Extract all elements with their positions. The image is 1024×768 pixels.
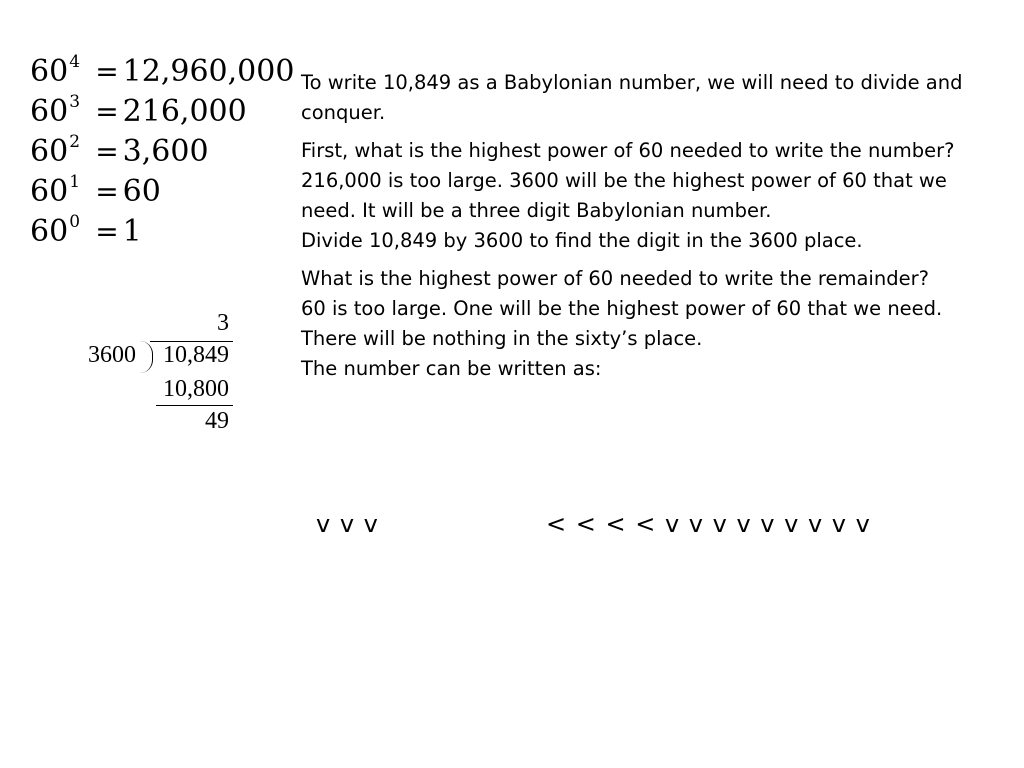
power-value: 3,600 — [122, 134, 209, 169]
highest-power-answer: 216,000 is too large. 3600 will be the highest power of 60 that we need. It will be a three digit Babylonian number. — [301, 169, 947, 222]
powers-of-sixty-table — [30, 52, 294, 252]
intro-paragraph: To write 10,849 as a Babylonian number, we will need to divide and conquer. — [301, 71, 963, 124]
division-dividend: 10,849 — [163, 342, 229, 368]
explanation-text — [301, 68, 981, 384]
power-exponent: 0 — [69, 212, 81, 232]
power-row — [30, 212, 294, 252]
power-exponent: 3 — [69, 92, 81, 112]
highest-power-question: First, what is the highest power of 60 needed to write the number? — [301, 139, 955, 162]
equals-sign: = — [95, 175, 119, 208]
division-subtraction-line — [156, 405, 233, 406]
equals-sign: = — [95, 95, 119, 128]
power-exponent: 2 — [69, 132, 81, 152]
power-base: 60 — [30, 214, 69, 249]
power-value: 12,960,000 — [122, 54, 295, 89]
babylonian-first-digit: v v v — [316, 510, 379, 538]
division-divisor: 3600 — [88, 342, 136, 368]
power-base: 60 — [30, 54, 69, 89]
equals-sign: = — [95, 135, 119, 168]
equals-sign: = — [95, 55, 119, 88]
power-value: 216,000 — [122, 94, 247, 129]
power-value: 60 — [122, 174, 161, 209]
power-value: 1 — [122, 214, 142, 249]
power-base: 60 — [30, 94, 69, 129]
babylonian-last-digit: < < < < v v v v v v v v v — [546, 510, 871, 538]
long-division — [88, 310, 233, 440]
written-as-label: The number can be written as: — [301, 357, 602, 380]
power-base: 60 — [30, 134, 69, 169]
power-exponent: 4 — [69, 52, 81, 72]
division-quotient: 3 — [217, 310, 229, 336]
division-remainder: 49 — [205, 408, 229, 434]
remainder-question: What is the highest power of 60 needed to write the remainder? — [301, 267, 929, 290]
remainder-answer: 60 is too large. One will be the highest power of 60 that we need. There will be nothing in the sixty’s place. — [301, 297, 943, 350]
equals-sign: = — [95, 215, 119, 248]
division-bracket — [140, 341, 153, 373]
power-exponent: 1 — [69, 172, 81, 192]
division-subtrahend: 10,800 — [163, 376, 229, 402]
power-base: 60 — [30, 174, 69, 209]
divide-instruction: Divide 10,849 by 3600 to find the digit in the 3600 place. — [301, 229, 863, 252]
